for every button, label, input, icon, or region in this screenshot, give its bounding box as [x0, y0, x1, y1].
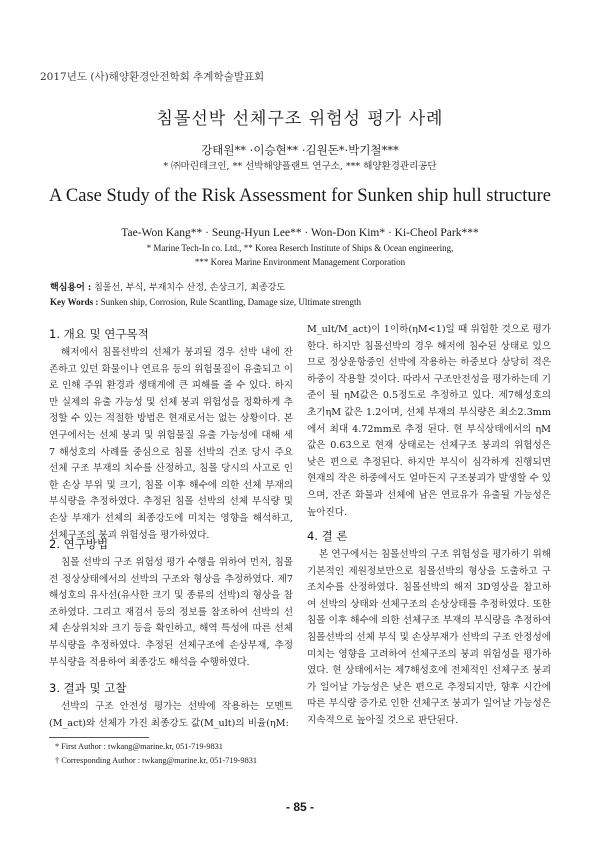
- section-3-body: [49, 699, 293, 732]
- section-4-paragraph: 본 연구에서는 침몰선박의 구조 위험성을 평가하기 위해 기본적인 제원정보만으로 침몰선박의 형상을 도출하고 구조치수를 산정하였다. 침몰선박의 해저 3D영상을 참고하여 선박의 상태와 선체구조의 손상상태를 추정하였다. 또한 침몰 이후 해수에 의한 선체구조 부재의 부식량을 추정하여 침몰선박의 선체 부식 및 손상부재가 선박의 구조 안정성에 미치는 영향을 고려하여 선체구조의 붕괴 위험성을 평가하였다. 현 상태에서는 제7해성호에 전체적인 선체구조 붕괴가 일어날 가능성은 낮은 편으로 추정되지만, 향후 시간에 따른 부식량 증가로 인한 선체구조 붕괴가 일어날 가능성은 지속적으로 높아질 것으로 판단된다.: [307, 549, 551, 726]
- section-3-continued-paragraph: M_ult/M_act)이 1이하(ηM<1)일 때 위험한 것으로 평가한다. 하지만 침몰선박의 경우 해저에 침수된 상태로 있으므로 정상운항중인 선박에 작용하는 하중보다 상당히 적은 하중이 작용할 것이다. 따라서 구조안전성을 평가하는데 기준이 될 ηM값은 0.5정도로 추정하고 있다. 제7해성호의 초기ηM 값은 1.2이며, 선체 부재의 부식량은 최소2.3mm에서 최대 4.72mm로 추정 된다. 현 부식상태에서의 ηM값은 0.63으로 현재 상태로는 선체구조 붕괴의 위험성은 낮은 편으로 추정된다. 하지만 부식이 심각하게 진행되면 현재의 작은 하중에서도 얼마든지 구조붕괴가 발생할 수 있으며, 잔존 화물과 선체에 남은 연료유가 유출될 가능성은 높아진다.: [307, 324, 551, 518]
- page-number: - 85 -: [285, 800, 314, 814]
- keywords-korean: [50, 281, 361, 295]
- affiliation-korean: * ㈜마린테크인, ** 선박해양플랜트 연구소, *** 해양환경관리공단: [163, 161, 437, 172]
- affiliation-english-line-1: * Marine Tech-In co. Ltd., ** Korea Reserch Institute of Ships & Ocean engineering,: [146, 243, 454, 253]
- section-1-heading: 1. 개요 및 연구목적: [49, 327, 149, 341]
- keywords-english-text: Sunken ship, Corrosion, Rule Scantling, Damage size, Ultimate strength: [100, 297, 362, 307]
- section-3-paragraph: 선박의 구조 안전성 평가는 선박에 작용하는 모멘트(M_act)와 선체가 가진 최종강도 값(M_ult)의 비율(ηM:: [49, 701, 293, 729]
- keywords-english: [50, 295, 361, 309]
- authors-korean: 강태원** ·이승현** ·김원돈*·박기철***: [201, 143, 399, 157]
- section-3-title: [49, 680, 293, 697]
- section-4-body: [307, 547, 551, 730]
- authors-english: Tae-Won Kang** · Seung-Hyun Lee** · Won-Don Kim* · Ki-Cheol Park***: [121, 227, 479, 239]
- title-korean: 침몰선박 선체구조 위험성 평가 사례: [156, 109, 444, 129]
- conference-header: 2017년도 (사)해양환경안전학회 추계학술발표회: [40, 71, 265, 83]
- section-2-title: [49, 536, 293, 553]
- keywords-korean-label: 핵심용어 :: [50, 283, 92, 293]
- affiliation-english-line-2: *** Korea Marine Environment Management Corporation: [194, 257, 406, 267]
- affiliation-english: [0, 241, 600, 269]
- section-1-body: [49, 345, 293, 544]
- section-2-paragraph: 침몰 선박의 구조 위험성 평가 수행을 위하여 먼저, 침몰 전 정상상태에서의 선박의 구조와 형상을 추정하였다. 제7해성호의 유사선(유사한 크기 및 종류의 선박)의 형상을 참조하였다. 그리고 재검서 등의 정보를 참조하여 선박의 선체 손상위치와 크기 등을 확인하고, 해역 특성에 따른 선체 부식량을 추정하였다. 추정된 선체구조에 손상부재, 추정 부식량을 적용하여 최종강도 해석을 수행하였다.: [49, 557, 293, 668]
- footnote-rule: [49, 737, 149, 738]
- title-english: A Case Study of the Risk Assessment for Sunken ship hull structure: [48, 186, 552, 206]
- section-1-paragraph: 해저에서 침몰선박의 선체가 붕괴될 경우 선박 내에 잔존하고 있던 화물이나 연료유 등의 위험물질이 유출되고 이로 인해 주위 환경과 생태계에 큰 피해를 줄 수 있다. 하지만 실제의 유출 가능성 및 선체 붕괴 위험성을 정확하게 추정할 수 있는 적절한 방법은 현재로서는 없는 상황이다. 본 연구에서는 선체 붕괴 및 위험물질 유출 가능성에 대해 세 7 해성호의 사례를 중심으로 침몰 선박의 건조 당시 주요 선체 구조 부재의 치수를 산정하고, 침몰 당시의 사고로 인한 손상 부위 및 크기, 침몰 이후 해수에 의한 선체 부재의 부식량을 추정하였다. 추정된 침몰 선박의 선체 부식량 및 손상 부재가 선체의 최종강도에 미치는 영향을 해석하고, 선체구조의 붕괴 위험성을 평가하였다.: [49, 347, 293, 541]
- section-2-body: [49, 555, 293, 671]
- section-4-title: [307, 528, 551, 545]
- keywords-block: [50, 281, 361, 309]
- section-1-title: [49, 326, 293, 343]
- section-4-heading: 4. 결 론: [307, 529, 348, 543]
- keywords-korean-text: 침몰선, 부식, 부재치수 산정, 손상크기, 최종강도: [94, 283, 286, 293]
- section-2-heading: 2. 연구방법: [49, 537, 109, 551]
- keywords-english-label: Key Words :: [50, 297, 99, 307]
- section-3-heading: 3. 결과 및 고찰: [49, 681, 127, 695]
- footnote-corresponding-author: † Corresponding Author : twkang@marine.kr, 051-719-9831: [55, 756, 258, 765]
- footnote-first-author: * First Author : twkang@marine.kr, 051-719-9831: [55, 742, 223, 751]
- section-3-continued: [307, 322, 551, 521]
